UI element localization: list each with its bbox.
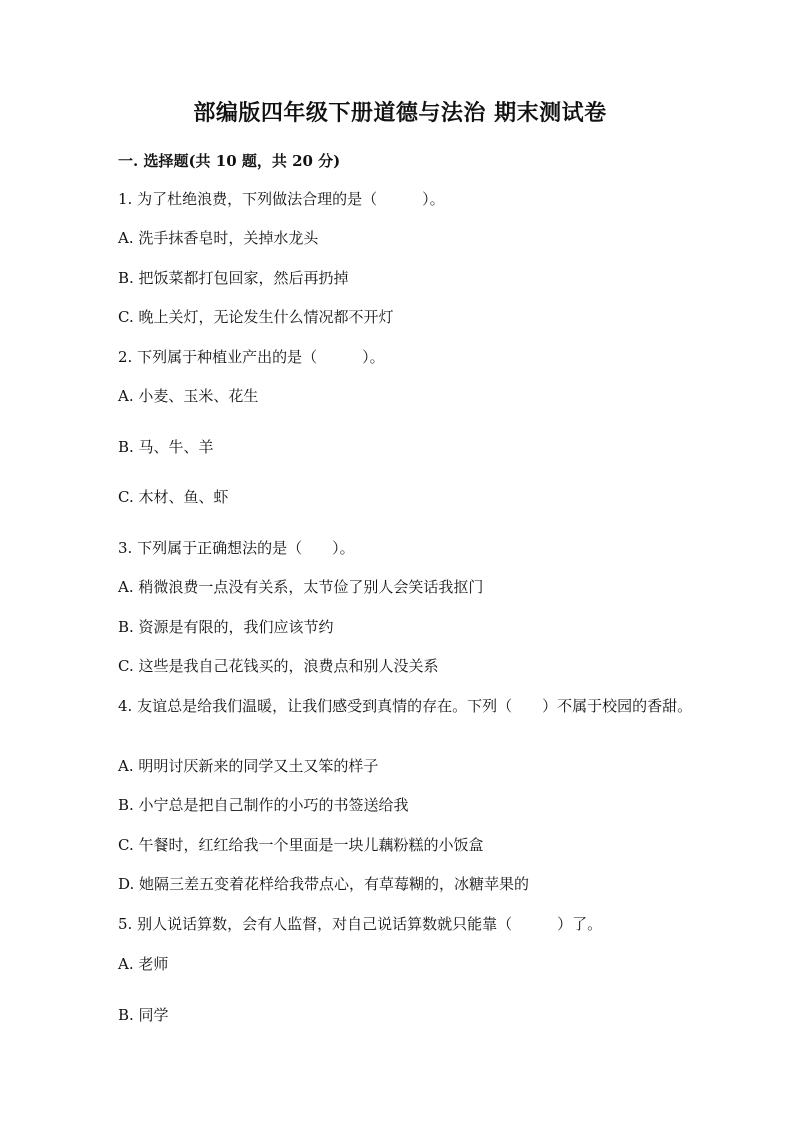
section-heading: 一. 选择题(共 10 题，共 20 分) — [118, 152, 341, 170]
question-5-option-b: B. 同学 — [118, 1006, 169, 1024]
question-4-option-c: C. 午餐时，红红给我一个里面是一块儿藕粉糕的小饭盒 — [118, 836, 484, 854]
question-3-option-c: C. 这些是我自己花钱买的，浪费点和别人没关系 — [118, 657, 439, 675]
question-4-option-b: B. 小宁总是把自己制作的小巧的书签送给我 — [118, 796, 409, 814]
question-3-option-b: B. 资源是有限的，我们应该节约 — [118, 618, 334, 636]
question-4-stem: 4. 友谊总是给我们温暖，让我们感受到真情的存在。下列（ ）不属于校园的香甜。 — [118, 697, 693, 715]
question-5-option-a: A. 老师 — [118, 955, 169, 973]
question-1-option-c: C. 晚上关灯，无论发生什么情况都不开灯 — [118, 308, 394, 326]
question-4-option-d: D. 她隔三差五变着花样给我带点心，有草莓糊的，冰糖苹果的 — [118, 875, 530, 893]
page-title: 部编版四年级下册道德与法治 期末测试卷 — [193, 100, 607, 126]
question-2-option-c: C. 木材、鱼、虾 — [118, 488, 229, 506]
question-3-stem: 3. 下列属于正确想法的是（ ）。 — [118, 539, 355, 557]
question-2-option-b: B. 马、牛、羊 — [118, 438, 214, 456]
question-1-stem: 1. 为了杜绝浪费，下列做法合理的是（ ）。 — [118, 190, 445, 208]
question-2-option-a: A. 小麦、玉米、花生 — [118, 387, 259, 405]
question-1-option-b: B. 把饭菜都打包回家，然后再扔掉 — [118, 269, 349, 287]
question-1-option-a: A. 洗手抹香皂时，关掉水龙头 — [118, 229, 319, 247]
question-5-stem: 5. 别人说话算数，会有人监督，对自己说话算数就只能靠（ ）了。 — [118, 915, 603, 933]
question-3-option-a: A. 稍微浪费一点没有关系，太节俭了别人会笑话我抠门 — [118, 578, 484, 596]
question-4-option-a: A. 明明讨厌新来的同学又土又笨的样子 — [118, 757, 379, 775]
question-2-stem: 2. 下列属于种植业产出的是（ ）。 — [118, 348, 385, 366]
